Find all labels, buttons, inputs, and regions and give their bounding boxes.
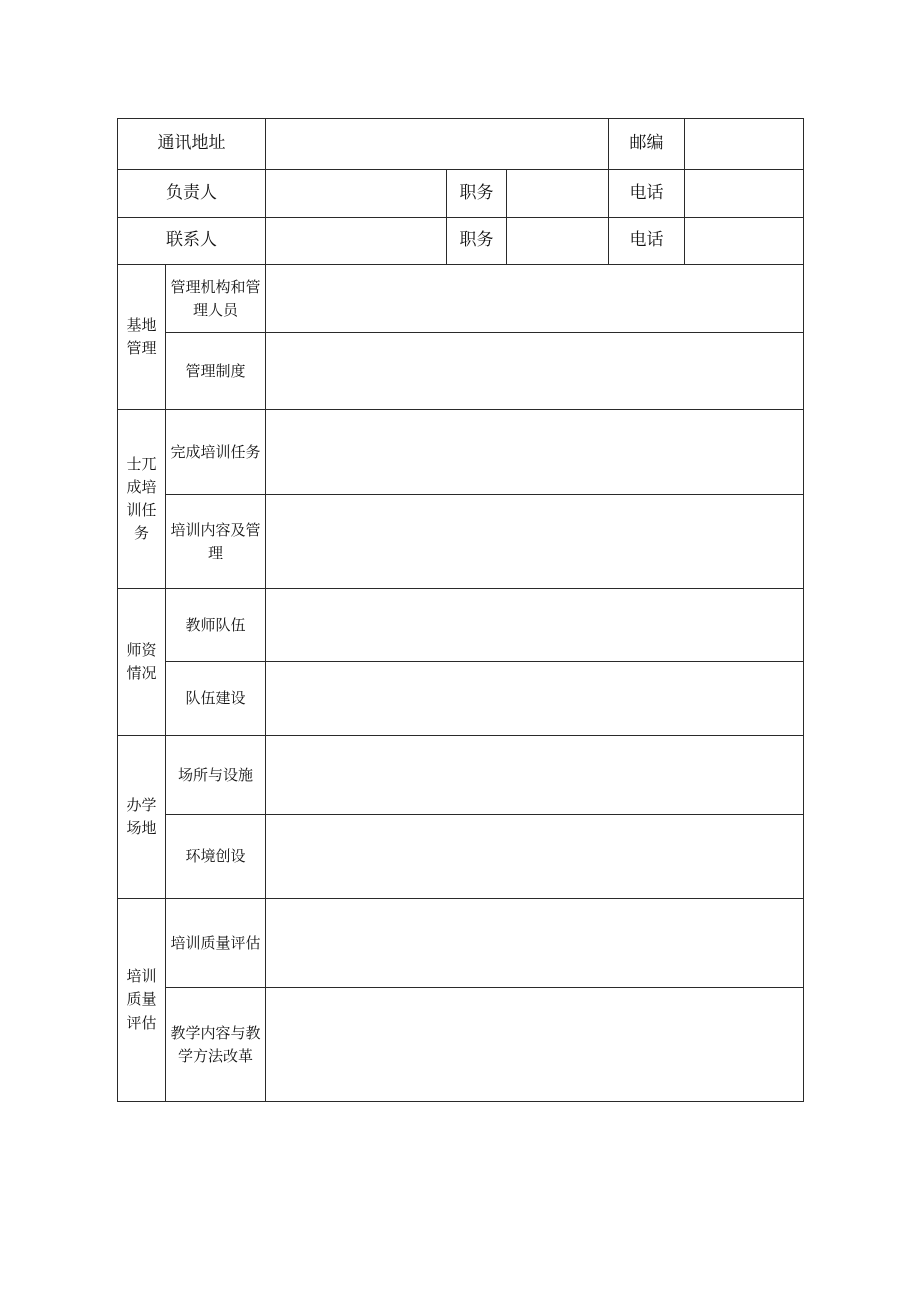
section-row: [118, 265, 804, 333]
section-label-text: 办学场地: [126, 795, 157, 837]
postcode-label: 邮编: [609, 119, 685, 170]
section-label-text: 师资情况: [126, 640, 157, 682]
section-item-label: [166, 410, 266, 495]
principal-name-field[interactable]: [266, 170, 447, 218]
section-item-label: [166, 815, 266, 899]
section-item-text: 队伍建设: [185, 689, 246, 708]
contact-row: [118, 218, 804, 265]
section-row: [118, 736, 804, 815]
section-item-text: 培训内容及管理: [170, 521, 261, 562]
address-row: [118, 119, 804, 170]
section-row: [118, 815, 804, 899]
section-item-field[interactable]: [266, 988, 804, 1102]
principal-phone-label: 电话: [609, 170, 685, 218]
section-label: [118, 410, 166, 589]
section-row: [118, 589, 804, 662]
section-row: [118, 662, 804, 736]
section-label: [118, 265, 166, 410]
section-row: [118, 988, 804, 1102]
section-item-text: 管理制度: [185, 361, 246, 380]
section-row: [118, 495, 804, 589]
section-item-text: 环境创设: [185, 847, 246, 866]
section-item-label: [166, 662, 266, 736]
principal-label: 负责人: [118, 170, 266, 218]
section-row: [118, 333, 804, 410]
principal-row: [118, 170, 804, 218]
section-item-label: [166, 495, 266, 589]
section-item-field[interactable]: [266, 736, 804, 815]
base-info-form-table: [117, 118, 804, 1102]
section-item-field[interactable]: [266, 495, 804, 589]
contact-position-field[interactable]: [507, 218, 609, 265]
section-item-text: 完成培训任务: [170, 442, 261, 461]
address-field[interactable]: [266, 119, 609, 170]
section-item-label: [166, 988, 266, 1102]
section-item-text: 教师队伍: [185, 615, 246, 634]
section-item-text: 场所与设施: [177, 765, 253, 784]
section-label-text: 培训质量评估: [126, 967, 157, 1032]
section-item-field[interactable]: [266, 589, 804, 662]
section-item-label: [166, 589, 266, 662]
principal-position-field[interactable]: [507, 170, 609, 218]
principal-phone-field[interactable]: [685, 170, 804, 218]
section-item-label: [166, 265, 266, 333]
contact-name-field[interactable]: [266, 218, 447, 265]
section-item-text: 管理机构和管理人员: [170, 278, 261, 319]
contact-position-label: 职务: [447, 218, 507, 265]
section-item-text: 教学内容与教学方法改革: [170, 1024, 261, 1065]
section-label-text: 基地管理: [126, 315, 157, 357]
section-label-text: 士兀成培训任务: [126, 454, 157, 543]
section-label: [118, 736, 166, 899]
postcode-field[interactable]: [685, 119, 804, 170]
section-label: [118, 589, 166, 736]
section-row: [118, 410, 804, 495]
section-item-label: [166, 333, 266, 410]
section-item-field[interactable]: [266, 265, 804, 333]
section-item-label: [166, 899, 266, 988]
section-item-text: 培训质量评估: [170, 933, 261, 952]
section-item-field[interactable]: [266, 899, 804, 988]
section-item-label: [166, 736, 266, 815]
section-row: [118, 899, 804, 988]
contact-phone-field[interactable]: [685, 218, 804, 265]
section-item-field[interactable]: [266, 662, 804, 736]
section-item-field[interactable]: [266, 333, 804, 410]
principal-position-label: 职务: [447, 170, 507, 218]
contact-phone-label: 电话: [609, 218, 685, 265]
address-label: 通讯地址: [118, 119, 266, 170]
section-label: [118, 899, 166, 1102]
section-item-field[interactable]: [266, 815, 804, 899]
contact-label: 联系人: [118, 218, 266, 265]
section-item-field[interactable]: [266, 410, 804, 495]
